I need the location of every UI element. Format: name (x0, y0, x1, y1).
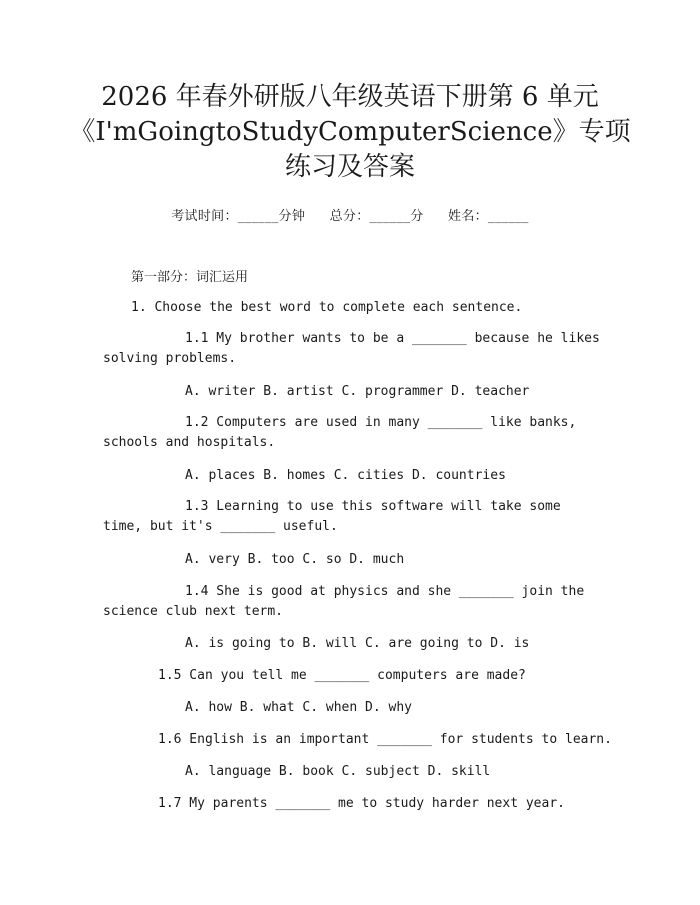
exam-time: 考试时间：______分钟 (171, 209, 306, 224)
question-options: A. places B. homes C. cities D. countries (185, 468, 506, 483)
question-options: A. very B. too C. so D. much (185, 552, 405, 567)
question-stem: 1.5 Can you tell me _______ computers are made? (158, 668, 526, 683)
title-line-1: 2026 年春外研版八年级英语下册第 6 单元 (101, 82, 599, 112)
question-options: A. is going to B. will C. are going to D. is (185, 636, 530, 651)
question-options: A. writer B. artist C. programmer D. teacher (185, 384, 530, 399)
section-title: 第一部分：词汇运用 (131, 270, 249, 285)
question-options: A. language B. book C. subject D. skill (185, 764, 491, 779)
question-stem: 1.1 My brother wants to be a _______ because he likes solving problems. (103, 331, 600, 366)
question-stem: 1.2 Computers are used in many _______ like banks, schools and hospitals. (103, 415, 577, 450)
title-line-3: 练习及答案 (284, 152, 415, 182)
exam-meta (0, 205, 700, 224)
exam-score: 总分：______分 (329, 209, 424, 224)
student-name: 姓名：______ (448, 209, 529, 224)
question-options: A. how B. what C. when D. why (185, 700, 412, 715)
question-intro: 1. Choose the best word to complete each sentence. (131, 300, 523, 315)
question-stem: 1.6 English is an important _______ for students to learn. (158, 732, 612, 747)
question-stem: 1.3 Learning to use this software will take some time, but it's _______ useful. (103, 499, 561, 534)
title-line-2: 《I'mGoingtoStudyComputerScience》专项 (69, 117, 631, 147)
document-title (40, 80, 660, 185)
question-stem: 1.4 She is good at physics and she _______ join the science club next term. (103, 584, 585, 619)
question-stem: 1.7 My parents _______ me to study harder next year. (158, 796, 565, 811)
